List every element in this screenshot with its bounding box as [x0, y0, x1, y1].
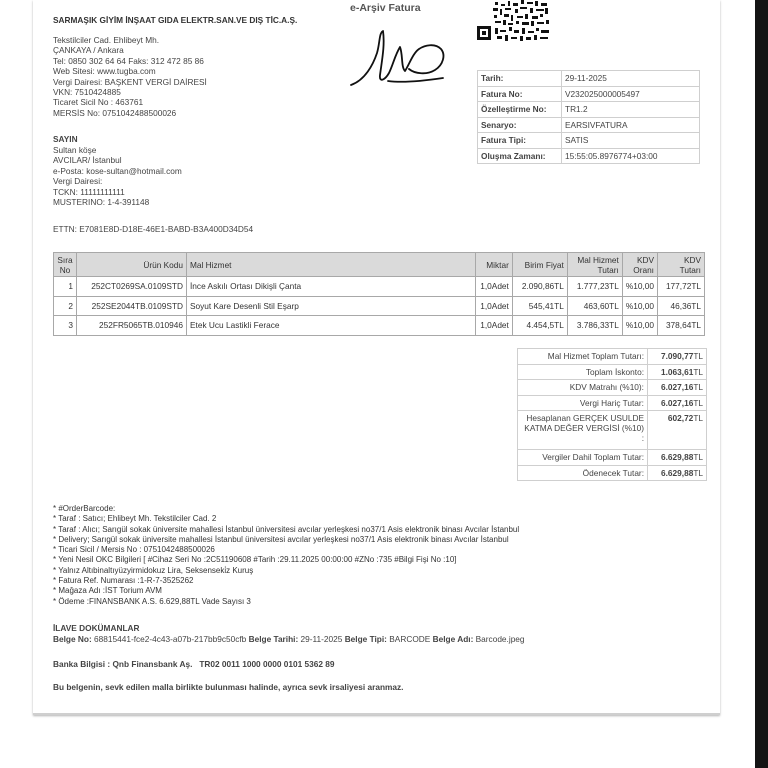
- meta-value: TR1.2: [562, 102, 700, 118]
- currency-unit: TL: [693, 382, 703, 393]
- meta-label: Fatura No:: [478, 86, 562, 102]
- meta-label: Özelleştirme No:: [478, 102, 562, 118]
- belge-no-label: Belge No:: [53, 634, 92, 644]
- bank-iban: TR02 0011 1000 0000 0101 5362 89: [199, 659, 335, 669]
- totals-value: [648, 465, 707, 481]
- header-kdv-orani: KDV Oranı: [622, 253, 657, 277]
- totals-row: [518, 380, 707, 396]
- cell-sira-no: 2: [54, 296, 77, 316]
- seller-info: [53, 35, 207, 118]
- meta-label: Fatura Tipi:: [478, 133, 562, 149]
- totals-row: [518, 349, 707, 365]
- seller-trade-registry-line: Ticaret Sicil No : 463761: [53, 97, 144, 108]
- note-line: * Yeni Nesil OKC Bilgileri [ #Cihaz Seri No :2C51190608 #Tarih :29.11.2025 00:00:00 #ZNo :735 #Bilgi Fişi No :10]: [53, 555, 457, 565]
- totals-amount: 6.629,88: [661, 452, 694, 463]
- meta-value: SATIS: [562, 133, 700, 149]
- belge-tarihi-value: 29-11-2025: [300, 634, 343, 644]
- totals-amount: 602,72: [667, 413, 694, 423]
- totals-row: [518, 465, 707, 481]
- seller-city-line: ÇANKAYA / Ankara: [53, 45, 124, 56]
- meta-row: [478, 133, 700, 149]
- cell-urun-kodu: 252SE2044TB.0109STD: [77, 296, 187, 316]
- seller-vkn-line: VKN: 7510424885: [53, 87, 121, 98]
- seller-website-line: Web Sitesi: www.tugba.com: [53, 66, 156, 77]
- totals-amount: 6.027,16: [661, 382, 694, 393]
- header-urun-kodu: Ürün Kodu: [77, 253, 187, 277]
- currency-unit: TL: [693, 452, 703, 463]
- meta-value: 29-11-2025: [562, 71, 700, 87]
- buyer-tax-office-line: Vergi Dairesi:: [53, 176, 103, 187]
- totals-value: [648, 395, 707, 411]
- cell-mal-hizmet: Soyut Kare Desenli Stil Eşarp: [187, 296, 476, 316]
- cell-kdv-orani: %10,00: [622, 316, 657, 336]
- totals-amount: 6.629,88: [661, 467, 694, 478]
- invoice-meta-table: [477, 70, 700, 164]
- cell-mal-hizmet: İnce Askılı Ortası Dikişli Çanta: [187, 277, 476, 297]
- totals-label: Mal Hizmet Toplam Tutarı:: [518, 349, 648, 365]
- additional-docs-line: [53, 634, 525, 644]
- currency-unit: TL: [693, 366, 703, 377]
- currency-unit: TL: [693, 351, 703, 362]
- note-line: * Ticari Sicil / Mersis No : 0751042488500026: [53, 545, 215, 555]
- totals-value: [648, 364, 707, 380]
- qr-code-image: [475, 0, 551, 42]
- note-line: * #OrderBarcode:: [53, 504, 116, 513]
- totals-row: [518, 364, 707, 380]
- belge-no-value: 68815441-fce2-4c43-a07b-217bb9c50cfb: [94, 634, 247, 644]
- totals-label: Hesaplanan GERÇEK USULDE KATMA DEĞER VERGİSİ (%10) :: [518, 411, 648, 450]
- meta-row: [478, 148, 700, 164]
- totals-label: KDV Matrahı (%10):: [518, 380, 648, 396]
- meta-value: V232025000005497: [562, 86, 700, 102]
- header-mal-hizmet: Mal Hizmet: [187, 253, 476, 277]
- invoice-items-table: [53, 252, 705, 336]
- belge-tipi-value: BARCODE: [389, 634, 431, 644]
- invoice-totals-table: [517, 348, 707, 481]
- totals-value: [648, 349, 707, 365]
- seller-phone-line: Tel: 0850 302 64 64 Faks: 312 472 85 86: [53, 55, 204, 66]
- header-birim-fiyat: Birim Fiyat: [512, 253, 567, 277]
- belge-adi-label: Belge Adı:: [432, 634, 474, 644]
- cell-birim-fiyat: 545,41TL: [512, 296, 567, 316]
- cell-kdv-orani: %10,00: [622, 277, 657, 297]
- note-line: * Mağaza Adı :İST Torium AVM: [53, 586, 162, 596]
- bank-label: Banka Bilgisi : Qnb Finansbank Aş.: [53, 659, 193, 669]
- totals-row: [518, 395, 707, 411]
- cell-urun-kodu: 252CT0269SA.0109STD: [77, 277, 187, 297]
- table-row: [54, 277, 705, 297]
- right-edge-bar: [755, 0, 768, 768]
- totals-value: [648, 380, 707, 396]
- totals-label: Ödenecek Tutar:: [518, 465, 648, 481]
- note-line: * Delivery; Sarıgül sokak üniversite mahallesi İstanbul üniversitesi avcılar yerleşkesi no37/1 Asis elektronik binası Avcılar İstanbul: [53, 534, 509, 544]
- cell-kdv-tutari: 177,72TL: [658, 277, 705, 297]
- bank-info-line: [53, 659, 335, 669]
- meta-label: Senaryo:: [478, 117, 562, 133]
- meta-row: [478, 86, 700, 102]
- totals-label: Vergiler Dahil Toplam Tutar:: [518, 450, 648, 466]
- meta-row: [478, 117, 700, 133]
- table-row: [54, 296, 705, 316]
- cell-birim-fiyat: 4.454,5TL: [512, 316, 567, 336]
- belge-adi-value: Barcode.jpeg: [475, 634, 525, 644]
- buyer-tckn-line: TCKN: 11111111111: [53, 186, 125, 197]
- cell-mal-hizmet: Etek Ucu Lastikli Ferace: [187, 316, 476, 336]
- cell-kdv-tutari: 378,64TL: [658, 316, 705, 336]
- signature-image: [343, 25, 458, 95]
- cell-sira-no: 3: [54, 316, 77, 336]
- cell-mal-hizmet-tutari: 1.777,23TL: [567, 277, 622, 297]
- totals-value: [648, 450, 707, 466]
- table-row: [54, 316, 705, 336]
- totals-amount: 7.090,77: [661, 351, 694, 362]
- buyer-heading: SAYIN: [53, 134, 78, 144]
- meta-label: Tarih:: [478, 71, 562, 87]
- ettn-line: ETTN: E7081E8D-D18E-46E1-BABD-B3A400D34D54: [53, 224, 254, 234]
- cell-mal-hizmet-tutari: 3.786,33TL: [567, 316, 622, 336]
- buyer-email-line: e-Posta: kose-sultan@hotmail.com: [53, 165, 182, 176]
- invoice-page: [33, 0, 720, 715]
- cell-mal-hizmet-tutari: 463,60TL: [567, 296, 622, 316]
- note-line: * Fatura Ref. Numarası :1-R-7-3525262: [53, 576, 194, 586]
- cell-kdv-orani: %10,00: [622, 296, 657, 316]
- buyer-city-line: AVCILAR/ İstanbul: [53, 155, 122, 166]
- totals-row: [518, 450, 707, 466]
- note-line: * Taraf : Satıcı; Ehlibeyt Mh. Tekstilciler Cad. 2: [53, 514, 217, 524]
- cell-sira-no: 1: [54, 277, 77, 297]
- buyer-info: [53, 145, 182, 207]
- meta-label: Oluşma Zamanı:: [478, 148, 562, 164]
- note-line: * Ödeme :FINANSBANK A.S. 6.629,88TL Vade Sayısı 3: [53, 596, 251, 606]
- currency-unit: TL: [693, 413, 703, 423]
- totals-label: Toplam İskonto:: [518, 364, 648, 380]
- items-header-row: [54, 253, 705, 277]
- additional-docs-heading: İLAVE DOKÜMANLAR: [53, 623, 140, 633]
- belge-tarihi-label: Belge Tarihi:: [248, 634, 299, 644]
- seller-tax-office-line: Vergi Dairesi: BAŞKENT VERGİ DAİRESİ: [53, 76, 207, 87]
- meta-row: [478, 102, 700, 118]
- cell-miktar: 1,0Adet: [475, 277, 512, 297]
- seller-address-line: Tekstilciler Cad. Ehlibeyt Mh.: [53, 35, 160, 45]
- currency-unit: TL: [693, 467, 703, 478]
- cell-miktar: 1,0Adet: [475, 296, 512, 316]
- totals-amount: 6.027,16: [661, 397, 694, 408]
- invoice-notes: [53, 504, 519, 607]
- seller-mersis-line: MERSİS No: 0751042488500026: [53, 107, 177, 118]
- cell-birim-fiyat: 2.090,86TL: [512, 277, 567, 297]
- note-line: * Yalnız Altıbinaltıyüzyirmidokuz Lira, Seksenseki̇z Kuruş: [53, 565, 254, 575]
- totals-row: [518, 411, 707, 450]
- document-title: e-Arşiv Fatura: [350, 2, 421, 14]
- totals-label: Vergi Hariç Tutar:: [518, 395, 648, 411]
- header-kdv-tutari: KDV Tutarı: [658, 253, 705, 277]
- cell-kdv-tutari: 46,36TL: [658, 296, 705, 316]
- seller-name: SARMAŞIK GİYİM İNŞAAT GIDA ELEKTR.SAN.VE DIŞ TİC.A.Ş.: [53, 15, 298, 25]
- totals-amount: 1.063,61: [661, 366, 694, 377]
- currency-unit: TL: [693, 397, 703, 408]
- meta-value: EARSIVFATURA: [562, 117, 700, 133]
- header-mal-hizmet-tutari: Mal Hizmet Tutarı: [567, 253, 622, 277]
- header-sira-no: Sıra No: [54, 253, 77, 277]
- header-miktar: Miktar: [475, 253, 512, 277]
- meta-value: 15:55:05.8976774+03:00: [562, 148, 700, 164]
- meta-row: [478, 71, 700, 87]
- buyer-name-line: Sultan köşe: [53, 145, 97, 155]
- note-line: * Taraf : Alıcı; Sarıgül sokak üniversite mahallesi İstanbul üniversitesi avcılar yerleşkesi no37/1 Asis elektronik binası Avcılar İstanbul: [53, 524, 520, 534]
- footer-note: Bu belgenin, sevk edilen malla birlikte bulunması halinde, ayrıca sevk irsaliyesi aranmaz.: [53, 682, 404, 692]
- cell-urun-kodu: 252FR5065TB.010946: [77, 316, 187, 336]
- totals-value: [648, 411, 707, 450]
- belge-tipi-label: Belge Tipi:: [344, 634, 387, 644]
- cell-miktar: 1,0Adet: [475, 316, 512, 336]
- buyer-customer-no-line: MUSTERINO: 1-4-391148: [53, 197, 150, 208]
